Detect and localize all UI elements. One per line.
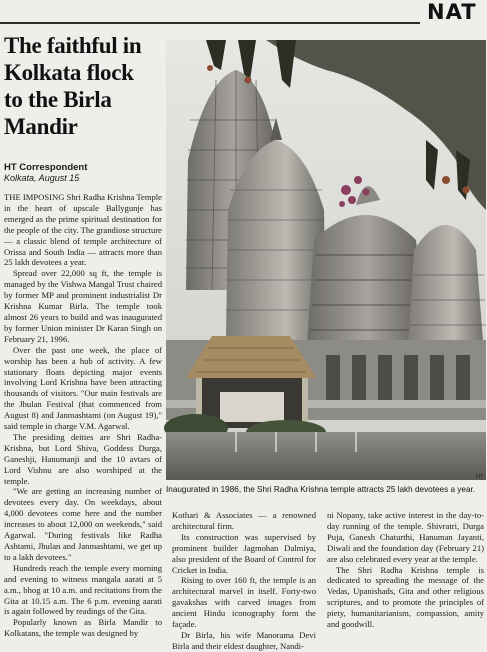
correspondent: HT Correspondent <box>4 162 88 173</box>
article-column-1 <box>4 192 162 645</box>
paragraph: "We are getting an increasing number of devotees every day. On weekdays, about 4,000 devotees come here and the number increases to about 12,000 on weekends," said Agarwal. "During festivals like Radha Ashtami, Jhulan and Janmashtami, we get up to a lakh devotees." <box>4 486 162 562</box>
paragraph: The presiding deities are Shri Radha-Krishna, but Lord Shiva, Goddess Durga, Ganeshji, Hanumanji and the 10 avtars of Lord Vishnu are also worshiped at the temple. <box>4 431 162 486</box>
paragraph: Its construction was supervised by prominent builder Jagmohan Dalmiya, also president of the Board of Control for Cricket in India. <box>172 531 316 575</box>
paragraph: Spread over 22,000 sq ft, the temple is managed by the Vishwa Mangal Trust chaired by former MP and prominent industrialist Dr Krishna Kumar Birla. The temple took almost 26 years to build and was inaugurated by former Union minister Dr Karan Singh on February 21, 1996. <box>4 268 162 344</box>
paragraph: Dr Birla, his wife Manorama Devi Birla and their eldest daughter, Nandi- <box>172 629 316 651</box>
paragraph: Popularly known as Birla Mandir to Kolkatans, the temple was designed by <box>4 617 162 639</box>
paragraph: Over the past one week, the place of worship has been a hub of activity. A few stationary floats depicting major events involving Lord Krishna have been attracting thousands of visitors. "Our main festivals are the Jhulan Festival (that commenced from August 8) and Janmashtami (on August 19)," said temple in charge V.M. Agarwal. <box>4 344 162 432</box>
paragraph: Rising to over 160 ft, the temple is an architectural marvel in itself. Forty-two gavakshas with carved images from ancient Hindu iconography form the façade. <box>172 575 316 630</box>
article-column-3 <box>327 510 484 645</box>
top-rule <box>0 22 420 24</box>
photo-caption: Inaugurated in 1986, the Shri Radha Krishna temple attracts 25 lakh devotees a year. <box>166 485 476 494</box>
dateline: Kolkata, August 15 <box>4 173 80 183</box>
temple-photo <box>166 40 486 480</box>
paragraph: Kothari & Associates — a renowned architectural firm. <box>172 510 316 531</box>
paragraph: THE IMPOSING Shri Radha Krishna Temple in the heart of upscale Ballygunje has emerged as the prime spiritual destination for the people of the city. The grandiose structure — a classic blend of temple architecture of Orissa and South India — attracts more than 25 lakh devotees a year. <box>4 192 162 268</box>
temple-illustration <box>166 40 486 480</box>
paragraph: The Shri Radha Krishna temple is dedicated to spreading the message of the Vedas, Upanishads, Gita and other religious scriptures, and to promote the principles of piety, humanitarianism, compassion, amity and goodwill. <box>327 564 484 630</box>
photo-credit: HT <box>476 474 484 480</box>
paragraph: Hundreds reach the temple every morning and evening to witness mangala aarati at 5 a.m., bhog at 10 a.m. and recitations from the Gita at 10.15 a.m. The 6 p.m. evening aarati is again followed by readings of the Gita. <box>4 562 162 617</box>
byline <box>4 162 164 184</box>
article-column-2 <box>172 510 316 651</box>
headline: The faithful in Kolkata flock to the Birla Mandir <box>4 33 142 139</box>
section-tag: NAT <box>427 0 477 24</box>
paragraph: ni Nopany, take active interest in the day-to-day running of the temple. Shivratri, Durga Puja, Ganesh Chaturthi, Hanuman Jayanti, Diwali and the foundation day (February 21) are also celebrated every year at the temple. <box>327 510 484 564</box>
